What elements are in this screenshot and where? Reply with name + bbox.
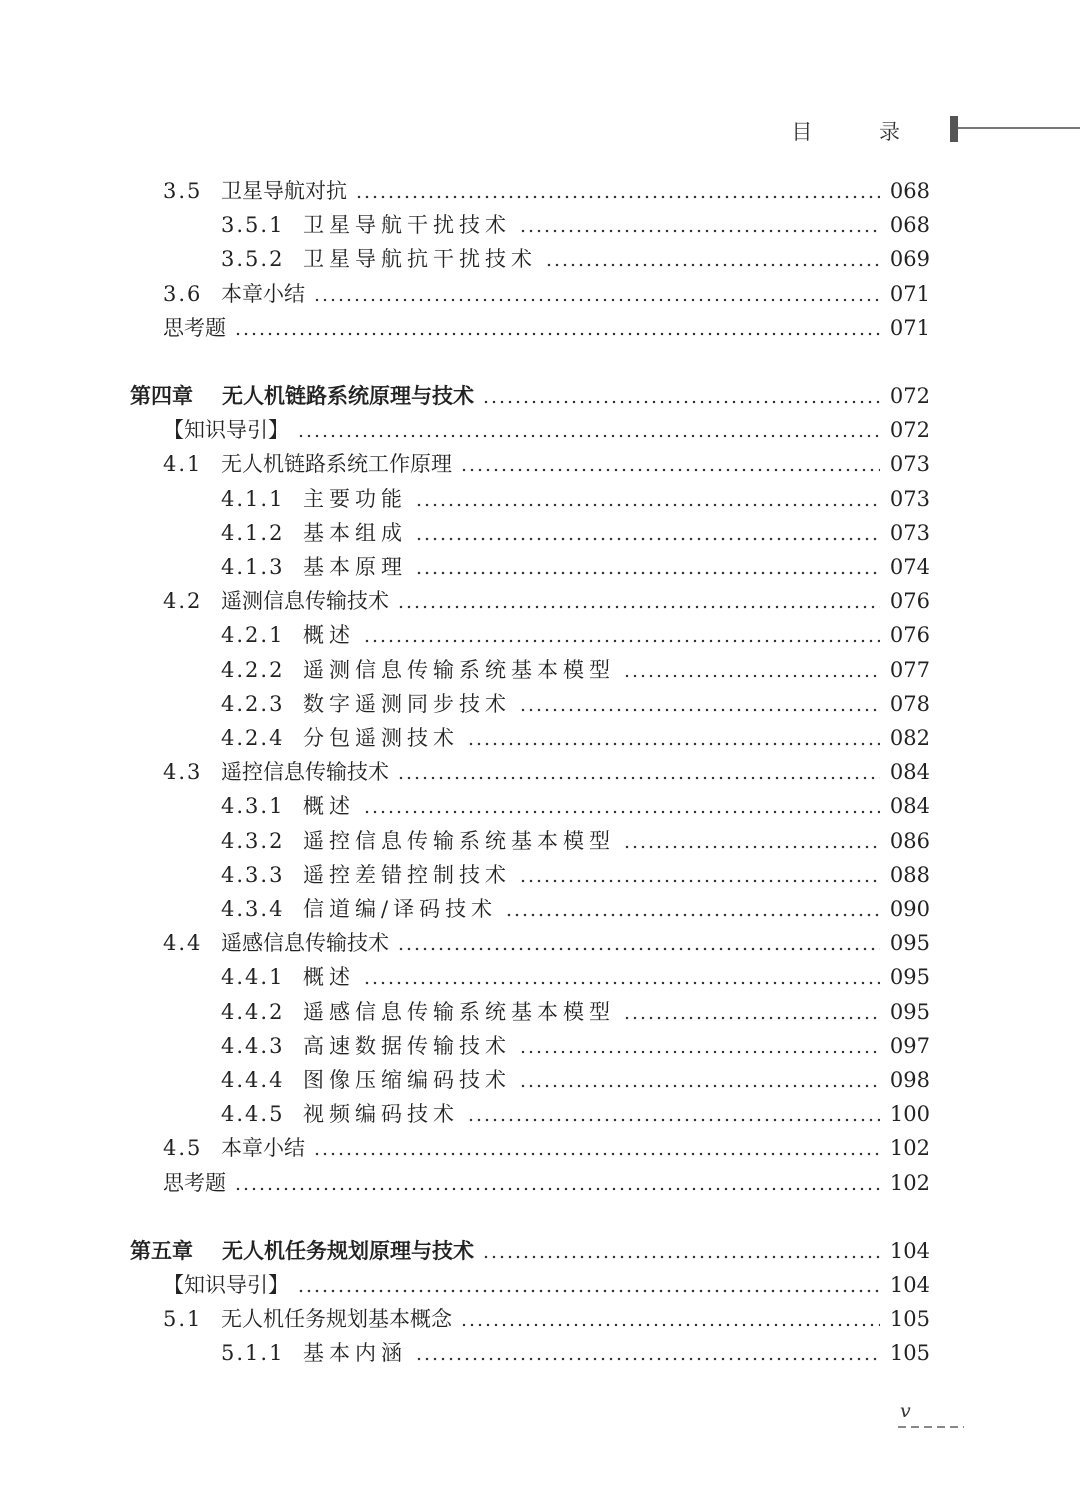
toc-entry-page: 071 <box>889 316 930 340</box>
toc-leader-dots <box>460 468 880 472</box>
toc-entry-number: 4.3.4 <box>221 897 285 921</box>
toc-subsection-entry[interactable] <box>221 687 930 721</box>
toc-entry-number: 4.3.2 <box>221 829 285 853</box>
toc-entry-number: 4.3 <box>163 760 203 784</box>
toc-entry-page: 082 <box>889 726 930 750</box>
toc-entry-title: 无人机链路系统原理与技术 <box>222 384 474 408</box>
toc-entry-title: 高速数据传输技术 <box>303 1034 511 1058</box>
toc-entry-page: 084 <box>889 760 930 784</box>
toc-entry-number: 4.1.3 <box>221 555 285 579</box>
toc-section-entry[interactable] <box>163 926 930 960</box>
toc-leader-dots <box>297 1289 880 1293</box>
toc-subsection-entry[interactable] <box>221 1029 930 1063</box>
toc-entry-title: 图像压缩编码技术 <box>303 1068 511 1092</box>
toc-entry-page: 071 <box>889 282 930 306</box>
toc-section-entry[interactable] <box>163 1302 930 1336</box>
toc-subsection-entry[interactable] <box>221 516 930 550</box>
toc-entry-page: 097 <box>889 1034 930 1058</box>
toc-leader-dots <box>313 298 880 302</box>
toc-entry-number: 4.2.4 <box>221 726 285 750</box>
toc-entry-title: 遥控信息传输技术 <box>221 760 389 784</box>
toc-leader-dots <box>545 263 880 267</box>
toc-entry-page: 069 <box>889 247 930 271</box>
toc-leader-dots <box>363 981 880 985</box>
toc-entry-title: 【知识导引】 <box>163 418 289 442</box>
toc-entry-title: 本章小结 <box>221 1136 305 1160</box>
toc-entry-title: 基本原理 <box>303 555 407 579</box>
toc-entry-number: 4.3.1 <box>221 794 285 818</box>
toc-subsection-entry[interactable] <box>221 618 930 652</box>
toc-entry-title: 遥感信息传输系统基本模型 <box>303 1000 615 1024</box>
toc-subsection-entry[interactable] <box>221 892 930 926</box>
toc-entry-number: 4.2.2 <box>221 658 285 682</box>
toc-entry-page: 086 <box>889 829 930 853</box>
toc-entry-title: 思考题 <box>163 316 226 340</box>
toc-entry-page: 077 <box>889 658 930 682</box>
toc-entry-title: 遥控信息传输系统基本模型 <box>303 829 615 853</box>
toc-entry-number: 3.5 <box>163 179 203 203</box>
running-header <box>0 112 1080 152</box>
toc-entry-page: 074 <box>889 555 930 579</box>
toc-entry-page: 105 <box>889 1307 930 1331</box>
toc-entry-page: 076 <box>889 589 930 613</box>
toc-leader-dots <box>482 1255 880 1259</box>
toc-entry-number: 4.1.1 <box>221 487 285 511</box>
toc-entry-number: 5.1.1 <box>221 1341 285 1365</box>
toc-entry-page: 072 <box>889 418 930 442</box>
toc-subsection-entry[interactable] <box>221 1063 930 1097</box>
header-bar-decoration <box>950 116 958 142</box>
toc-leader-dots <box>519 1084 880 1088</box>
toc-leader-dots <box>355 195 880 199</box>
toc-leader-dots <box>234 1187 880 1191</box>
toc-entry-title: 概述 <box>303 965 355 989</box>
toc-leader-dots <box>460 1323 880 1327</box>
toc-entry-number: 4.1 <box>163 452 203 476</box>
toc-entry-number: 4.4.1 <box>221 965 285 989</box>
toc-entry-title: 分包遥测技术 <box>303 726 459 750</box>
toc-entry-page: 098 <box>889 1068 930 1092</box>
toc-entry-title: 概述 <box>303 623 355 647</box>
toc-entry-title: 主要功能 <box>303 487 407 511</box>
toc-subsection-entry[interactable] <box>221 242 930 276</box>
toc-chapter-entry[interactable] <box>130 379 930 413</box>
toc-entry-title: 遥感信息传输技术 <box>221 931 389 955</box>
toc-leader-dots <box>623 674 880 678</box>
page-number: v <box>900 1400 911 1422</box>
toc-entry-page: 073 <box>889 487 930 511</box>
toc-section-entry[interactable] <box>163 755 930 789</box>
toc-entry-page: 072 <box>889 384 930 408</box>
page-number-dashes <box>898 1426 964 1428</box>
toc-leader-dots <box>519 1050 880 1054</box>
toc-entry-page: 105 <box>889 1341 930 1365</box>
toc-entry-title: 卫星导航对抗 <box>221 179 347 203</box>
toc-subsection-entry[interactable] <box>221 653 930 687</box>
toc-entry-title: 无人机任务规划基本概念 <box>221 1307 452 1331</box>
toc-subsection-entry[interactable] <box>221 1097 930 1131</box>
toc-leader-dots <box>519 708 880 712</box>
toc-entry-title: 卫星导航抗干扰技术 <box>303 247 537 271</box>
toc-entry-number: 4.1.2 <box>221 521 285 545</box>
toc-entry-number: 4.4.5 <box>221 1102 285 1126</box>
header-rule-decoration <box>958 127 1080 129</box>
toc-leader-dots <box>623 1016 880 1020</box>
toc-entry-page: 090 <box>889 897 930 921</box>
toc-section-entry[interactable] <box>163 413 930 447</box>
toc-entry-page: 068 <box>889 179 930 203</box>
toc-section-entry[interactable] <box>163 584 930 618</box>
toc-entry-title: 遥测信息传输技术 <box>221 589 389 613</box>
toc-entry-number: 5.1 <box>163 1307 203 1331</box>
toc-section-entry[interactable] <box>163 311 930 345</box>
toc-subsection-entry[interactable] <box>221 482 930 516</box>
toc-leader-dots <box>623 845 880 849</box>
toc-entry-title: 遥测信息传输系统基本模型 <box>303 658 615 682</box>
toc-entry-title: 视频编码技术 <box>303 1102 459 1126</box>
toc-entry-title: 无人机链路系统工作原理 <box>221 452 452 476</box>
toc-entry-title: 无人机任务规划原理与技术 <box>222 1239 474 1263</box>
toc-leader-dots <box>234 332 880 336</box>
toc-subsection-entry[interactable] <box>221 208 930 242</box>
toc-subsection-entry[interactable] <box>221 550 930 584</box>
toc-entry-page: 068 <box>889 213 930 237</box>
toc-leader-dots <box>415 571 880 575</box>
toc-leader-dots <box>415 503 880 507</box>
toc-leader-dots <box>363 810 880 814</box>
toc-leader-dots <box>313 1152 880 1156</box>
header-title: 目 录 <box>791 120 930 144</box>
toc-entry-title: 本章小结 <box>221 282 305 306</box>
toc-leader-dots <box>363 639 880 643</box>
toc-leader-dots <box>415 1357 880 1361</box>
toc-entry-number: 4.4.2 <box>221 1000 285 1024</box>
toc-entry-number: 第四章 <box>130 384 193 408</box>
toc-entry-page: 073 <box>889 521 930 545</box>
toc-entry-number: 4.2 <box>163 589 203 613</box>
toc-entry-title: 思考题 <box>163 1171 226 1195</box>
toc-subsection-entry[interactable] <box>221 960 930 994</box>
toc-entry-page: 102 <box>889 1171 930 1195</box>
toc-entry-number: 4.4.4 <box>221 1068 285 1092</box>
toc-leader-dots <box>519 229 880 233</box>
toc-section-entry[interactable] <box>163 277 930 311</box>
toc-subsection-entry[interactable] <box>221 1336 930 1370</box>
toc-entry-title: 基本组成 <box>303 521 407 545</box>
toc-entry-page: 095 <box>889 1000 930 1024</box>
toc-entry-number: 第五章 <box>130 1239 193 1263</box>
toc-entry-number: 4.3.3 <box>221 863 285 887</box>
toc-entry-number: 4.4.3 <box>221 1034 285 1058</box>
toc-section-entry[interactable] <box>163 174 930 208</box>
toc-leader-dots <box>467 1118 880 1122</box>
toc-leader-dots <box>397 605 880 609</box>
toc-subsection-entry[interactable] <box>221 858 930 892</box>
toc-leader-dots <box>482 400 880 404</box>
toc-entry-page: 100 <box>889 1102 930 1126</box>
toc-entry-page: 078 <box>889 692 930 716</box>
toc-entry-page: 095 <box>889 965 930 989</box>
toc-entry-number: 4.4 <box>163 931 203 955</box>
toc-entry-page: 104 <box>889 1239 930 1263</box>
toc-leader-dots <box>415 537 880 541</box>
toc-entry-number: 3.6 <box>163 282 203 306</box>
toc-entry-page: 104 <box>889 1273 930 1297</box>
toc-section-entry[interactable] <box>163 447 930 481</box>
toc-subsection-entry[interactable] <box>221 995 930 1029</box>
toc-section-entry[interactable] <box>163 1131 930 1165</box>
toc-entry-number: 4.2.1 <box>221 623 285 647</box>
toc-leader-dots <box>467 742 880 746</box>
toc-subsection-entry[interactable] <box>221 789 930 823</box>
toc-entry-title: 数字遥测同步技术 <box>303 692 511 716</box>
toc-subsection-entry[interactable] <box>221 824 930 858</box>
toc-entry-number: 4.2.3 <box>221 692 285 716</box>
toc-leader-dots <box>297 434 880 438</box>
toc-entry-page: 073 <box>889 452 930 476</box>
toc-entry-number: 3.5.1 <box>221 213 285 237</box>
toc-entry-title: 卫星导航干扰技术 <box>303 213 511 237</box>
toc-section-entry[interactable] <box>163 1166 930 1200</box>
toc-entry-title: 遥控差错控制技术 <box>303 863 511 887</box>
toc-entry-title: 信道编/译码技术 <box>303 897 498 921</box>
toc-entry-title: 概述 <box>303 794 355 818</box>
toc-leader-dots <box>505 913 880 917</box>
toc-subsection-entry[interactable] <box>221 721 930 755</box>
toc-leader-dots <box>519 879 880 883</box>
toc-section-entry[interactable] <box>163 1268 930 1302</box>
toc-leader-dots <box>397 947 880 951</box>
toc-entry-number: 3.5.2 <box>221 247 285 271</box>
toc-entry-page: 088 <box>889 863 930 887</box>
toc-entry-page: 084 <box>889 794 930 818</box>
toc-entry-title: 基本内涵 <box>303 1341 407 1365</box>
toc-entry-number: 4.5 <box>163 1136 203 1160</box>
toc-leader-dots <box>397 776 880 780</box>
toc-chapter-entry[interactable] <box>130 1234 930 1268</box>
toc-entry-title: 【知识导引】 <box>163 1273 289 1297</box>
toc-entry-page: 076 <box>889 623 930 647</box>
toc-entry-page: 102 <box>889 1136 930 1160</box>
toc-entry-page: 095 <box>889 931 930 955</box>
